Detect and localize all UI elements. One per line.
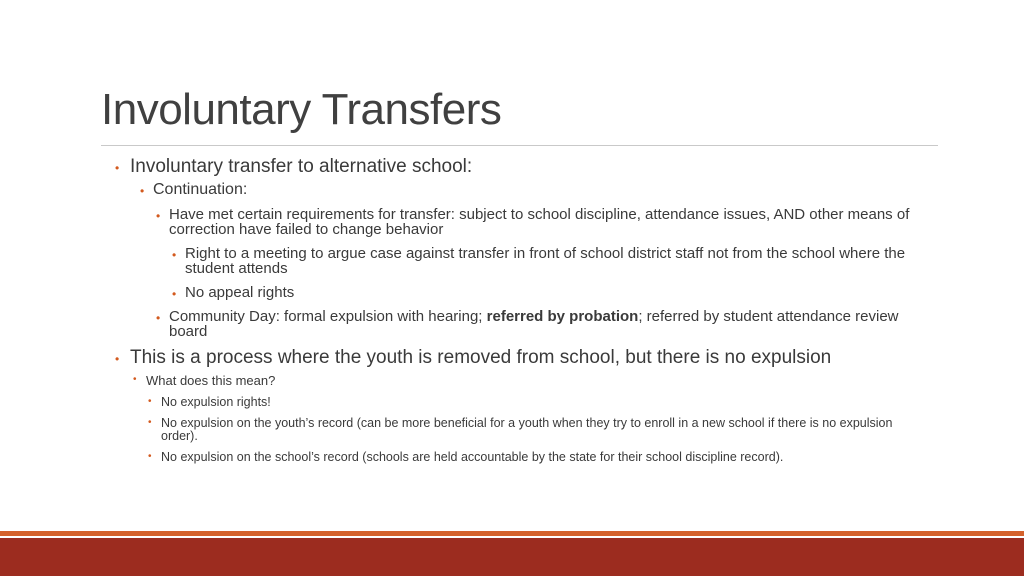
bullet-icon: • <box>172 248 177 262</box>
title-divider <box>101 145 938 146</box>
bullet-item <box>115 347 930 368</box>
bullet-icon: • <box>115 161 120 175</box>
bullet-text: This is a process where the youth is removed from school, but there is no expulsion <box>130 347 832 368</box>
bullet-icon: • <box>148 417 152 428</box>
bullet-text <box>169 309 929 339</box>
bullet-text-part: Community Day: formal expulsion with hearing; <box>169 308 487 325</box>
bullet-item <box>148 416 921 443</box>
bullet-item <box>115 156 930 177</box>
bullet-text: Have met certain requirements for transfer: subject to school discipline, attendance issues, AND other means of correction have failed to change behavior <box>169 206 910 238</box>
bullet-text: No appeal rights <box>185 284 295 301</box>
bullet-item <box>148 395 921 409</box>
bullet-item <box>172 284 920 301</box>
bullet-item <box>156 206 929 238</box>
bullet-icon: • <box>133 374 137 385</box>
bullet-text: No expulsion on the school’s record (schools are held accountable by the state for their school discipline record). <box>161 450 784 464</box>
bullet-text-part: ; referred by student attendance review board <box>169 308 899 340</box>
bullet-item <box>140 181 913 198</box>
bullet-item <box>148 450 921 464</box>
bullet-icon: • <box>156 209 161 223</box>
bullet-icon: • <box>156 311 161 325</box>
bullet-icon: • <box>172 287 177 301</box>
footer-bar <box>0 538 1024 576</box>
bullet-text: Involuntary transfer to alternative school: <box>130 156 473 177</box>
bullet-text: Right to a meeting to argue case against transfer in front of school district staff not from the school where the student attends <box>185 245 906 277</box>
bullet-icon: • <box>148 451 152 462</box>
bullet-item <box>156 308 929 340</box>
bullet-text-emphasis: referred by probation <box>486 308 639 325</box>
bullet-text: Continuation: <box>153 181 248 198</box>
bullet-icon: • <box>115 352 120 366</box>
bullet-text: No expulsion rights! <box>161 395 271 409</box>
bullet-text: What does this mean? <box>146 373 276 388</box>
bullet-icon: • <box>148 396 152 407</box>
bullet-item <box>172 245 920 277</box>
slide-title: Involuntary Transfers <box>101 85 502 134</box>
bullet-icon: • <box>140 184 145 198</box>
footer-accent-line <box>0 531 1024 536</box>
bullet-text: No expulsion on the youth’s record (can be more beneficial for a youth when they try to enroll in a new school if there is no expulsion order). <box>161 416 893 443</box>
bullet-item <box>133 373 906 388</box>
